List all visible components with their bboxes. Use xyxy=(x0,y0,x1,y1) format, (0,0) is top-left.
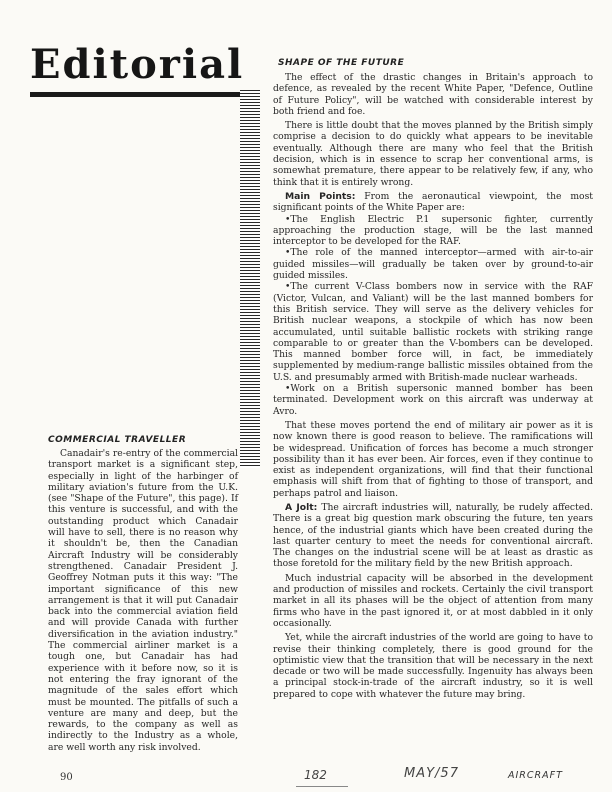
decorative-hatch-bar xyxy=(240,90,260,468)
run-in-label: A Jolt: xyxy=(285,501,318,513)
publication-name: AIRCRAFT xyxy=(508,770,563,781)
paragraph: Much industrial capacity will be absorbed in the development and production of missiles and rockets. Certainly the civil transport market in all its phases will be the object of attention from many firms who have in the past ignored it, or at most dabbled in it only occasionally. xyxy=(273,572,593,629)
bullet-point: •The current V-Class bombers now in service with the RAF (Victor, Vulcan, and Valiant) will be the last manned bombers for this British service. They will serve as the delivery vehicles for British nuclear weapons, a stockpile of which has now been accumulated, until suitable ballistic rockets with striking range comparable to or greater than the V-bombers can be developed. This manned bomber force will, in fact, be immediately supplemented by medium-range ballistic missiles obtained from the U.S. and presumably armed with British-made nuclear warheads. xyxy=(273,281,593,383)
paragraph-text: The aircraft industries will, naturally, be rudely affected. There is a great big question mark obscuring the future, ten years hence, of the industrial giants which have been created during the last quarter century to meet the needs for conventional aircraft. The changes on the industrial scene will be at least as drastic as those foretold for the military field by the new British approach. xyxy=(273,501,593,570)
heading-commercial-traveller: COMMERCIAL TRAVELLER xyxy=(48,435,187,445)
handwritten-number: 182 xyxy=(304,768,327,782)
handwritten-underline xyxy=(296,786,348,787)
editorial-left-column xyxy=(48,448,238,753)
paragraph: Canadair's re-entry of the commercial transport market is a significant step, especially in light of the harbinger of military aviation's future from the U.K. (see "Shape of the Future", this page). If this venture is successful, and with the outstanding product which Canadair will have to sell, there is no reason why it shouldn't be, then the Canadian Aircraft Industry will be considerably strengthened. Canadair President J. Geoffrey Notman puts it this way: "The important significance of this new arrangement is that it will put Canadair back into the commercial aviation field and will provide Canada with further diversification in the aviation industry." The commercial airliner market is a tough one, but Canadair has had experience with it before now, so it is not entering the fray ignorant of the magnitude of the sales effort which must be mounted. The pitfalls of such a venture are many and deep, but the rewards, to the company as well as indirectly to the Industry as a whole, are well worth any risk involved. xyxy=(48,448,238,753)
paragraph-jolt xyxy=(273,502,593,570)
bullet-point: •The English Electric P.1 supersonic fighter, currently approaching the production stage, will be the last manned interceptor to be developed for the RAF. xyxy=(273,213,593,248)
paragraph: That these moves portend the end of military air power as it is now known there is good reason to believe. The ramifications will be widespread. Unification of forces has become a much stronger possibility than it has ever been. Air forces, even if they continue to exist as independent organizations, will find that their functional emphasis will shift from that of fighting to those of transport, and perhaps patrol and liaison. xyxy=(273,419,593,499)
bullet-point: •The role of the manned interceptor—armed with air-to-air guided missiles—will gradually be taken over by ground-to-air guided missiles. xyxy=(273,247,593,282)
paragraph-text: From the aeronautical viewpoint, the most significant points of the White Paper are: xyxy=(273,190,593,214)
editorial-right-column xyxy=(273,72,593,700)
heading-shape-of-the-future: SHAPE OF THE FUTURE xyxy=(278,58,405,68)
paragraph: The effect of the drastic changes in Britain's approach to defence, as revealed by the recent White Paper, "Defence, Outline of Future Policy", will be watched with considerable interest by both friend and foe. xyxy=(273,72,593,117)
handwritten-date: MAY/57 xyxy=(404,766,459,781)
paragraph: There is little doubt that the moves planned by the British simply comprise a decision to do quickly what appears to be inevitable eventually. Although there are many who feel that the British decision, which is in essence to scrap her conventional arms, is somewhat premature, there appear to be relatively few, if any, who think that it is entirely wrong. xyxy=(273,120,593,188)
masthead-rule xyxy=(30,92,258,97)
paragraph-main-points xyxy=(273,191,593,214)
bullet-point: •Work on a British supersonic manned bomber has been terminated. Development work on this aircraft was underway at Avro. xyxy=(273,383,593,417)
paragraph: Yet, while the aircraft industries of the world are going to have to revise their thinking completely, there is good ground for the optimistic view that the transition that will be necessary in the next decade or two will be made successfully. Ingenuity has always been a principal stock-in-trade of the aircraft industry, so it is well prepared to cope with whatever the future may bring. xyxy=(273,632,593,700)
run-in-label: Main Points: xyxy=(285,190,356,202)
masthead-title: Editorial xyxy=(30,41,245,88)
page-number: 90 xyxy=(60,772,73,783)
